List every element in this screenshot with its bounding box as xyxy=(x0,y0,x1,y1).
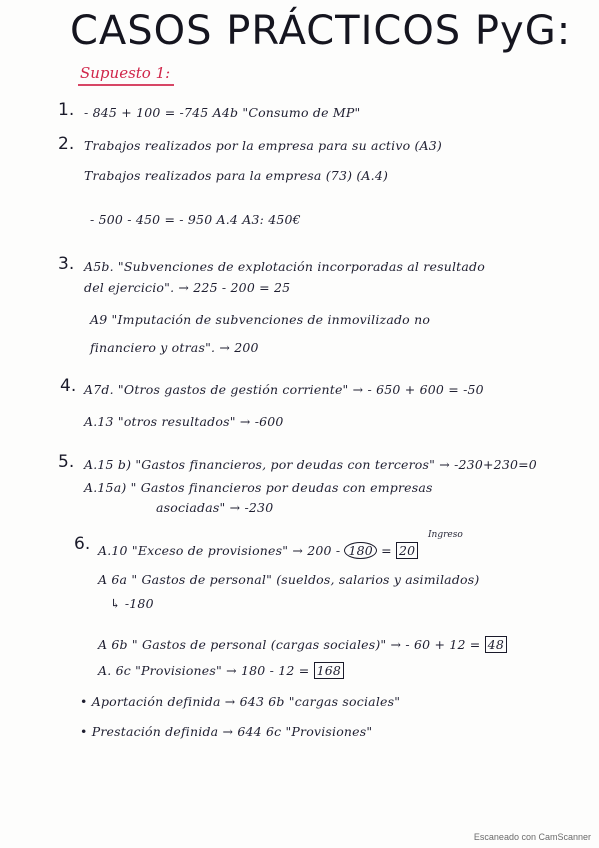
ingreso-note: Ingreso xyxy=(428,530,463,540)
item-4-line-1: A7d. "Otros gastos de gestión corriente" → - 650 + 600 = -50 xyxy=(84,382,484,397)
item-5-line-3: asociadas" → -230 xyxy=(156,500,274,515)
item-2-line-2: Trabajos realizados para la empresa (73) (A.4) xyxy=(84,168,389,183)
item-4-number: 4. xyxy=(60,376,77,396)
item-3-line-1: A5b. "Subvenciones de explotación incorporadas al resultado xyxy=(84,259,485,274)
item-3-line-3: A9 "Imputación de subvenciones de inmovilizado no xyxy=(90,312,431,327)
item-6-line-5 xyxy=(98,662,344,679)
item-6-line-1-text: A.10 "Exceso de provisiones" → 200 - xyxy=(98,543,341,558)
item-6-line-5-text: A. 6c "Provisiones" → 180 - 12 = xyxy=(98,663,310,678)
subtitle-underline xyxy=(78,84,174,86)
item-2-number: 2. xyxy=(58,134,75,154)
camscanner-watermark: Escaneado con CamScanner xyxy=(473,832,591,842)
item-2-line-1: Trabajos realizados por la empresa para su activo (A3) xyxy=(84,138,443,153)
item-6-line-1 xyxy=(98,542,418,559)
item-4-line-2: A.13 "otros resultados" → -600 xyxy=(84,414,284,429)
boxed-result-48: 48 xyxy=(485,636,507,653)
circled-value: 180 xyxy=(344,542,376,559)
item-3-line-2: del ejercicio". → 225 - 200 = 25 xyxy=(84,280,291,295)
boxed-result-20: 20 xyxy=(396,542,418,559)
item-5-line-1: A.15 b) "Gastos financieros, por deudas con terceros" → -230+230=0 xyxy=(84,457,537,472)
page-title: CASOS PRÁCTICOS PyG: xyxy=(70,8,572,54)
item-6-line-4-text: A 6b " Gastos de personal (cargas sociales)" → - 60 + 12 = xyxy=(98,637,481,652)
item-6-number: 6. xyxy=(74,534,91,554)
item-5-number: 5. xyxy=(58,452,75,472)
subtitle: Supuesto 1: xyxy=(80,64,171,82)
item-1-line: - 845 + 100 = -745 A4b "Consumo de MP" xyxy=(84,105,361,120)
item-3-number: 3. xyxy=(58,254,75,274)
item-6-line-4 xyxy=(98,636,507,653)
item-5-line-2: A.15a) " Gastos financieros por deudas con empresas xyxy=(84,480,433,495)
item-6-line-2: A 6a " Gastos de personal" (sueldos, salarios y asimilados) xyxy=(98,572,480,587)
item-2-line-3: - 500 - 450 = - 950 A.4 A3: 450€ xyxy=(90,212,301,227)
boxed-result-168: 168 xyxy=(314,662,344,679)
equals-sign: = xyxy=(381,543,392,558)
item-3-line-4: financiero y otras". → 200 xyxy=(90,340,259,355)
bullet-aportacion: • Aportación definida → 643 6b "cargas sociales" xyxy=(80,694,401,709)
item-1-number: 1. xyxy=(58,100,75,120)
item-6-line-3: ↳ -180 xyxy=(110,596,154,611)
bullet-prestacion: • Prestación definida → 644 6c "Provisiones" xyxy=(80,724,373,739)
